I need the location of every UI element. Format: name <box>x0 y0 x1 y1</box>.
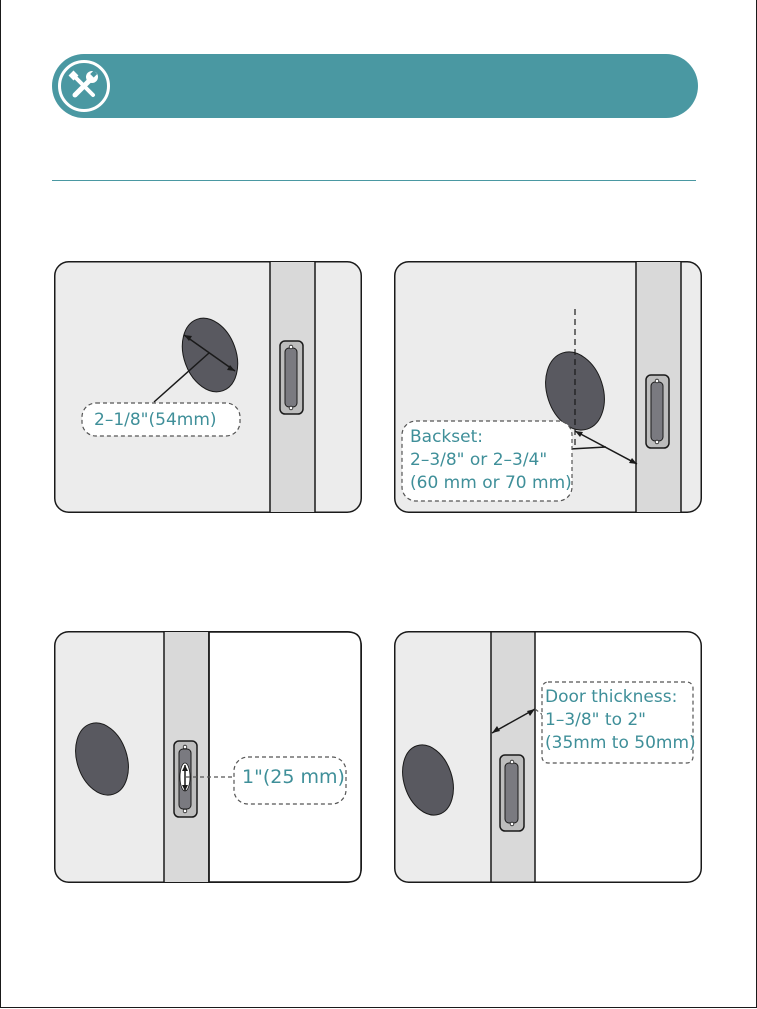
tools-icon <box>58 60 110 112</box>
panel-edge-bore <box>54 631 362 883</box>
section-banner <box>52 54 698 118</box>
panel-cross-bore <box>54 261 362 513</box>
cross-bore-label: 2–1/8"(54mm) <box>94 410 217 430</box>
panel-door-thickness <box>394 631 702 883</box>
edge-bore-label: 1"(25 mm) <box>242 766 345 788</box>
latch-plate <box>500 755 524 831</box>
panel-backset <box>394 261 702 513</box>
latch-plate <box>646 375 669 448</box>
backset-label: Backset: 2–3/8" or 2–3/4" (60 mm or 70 mm) <box>410 427 572 493</box>
door-thickness-label: Door thickness: 1–3/8" to 2" (35mm to 50mm) <box>545 687 696 753</box>
latch-plate <box>280 341 303 414</box>
section-divider <box>52 180 696 181</box>
